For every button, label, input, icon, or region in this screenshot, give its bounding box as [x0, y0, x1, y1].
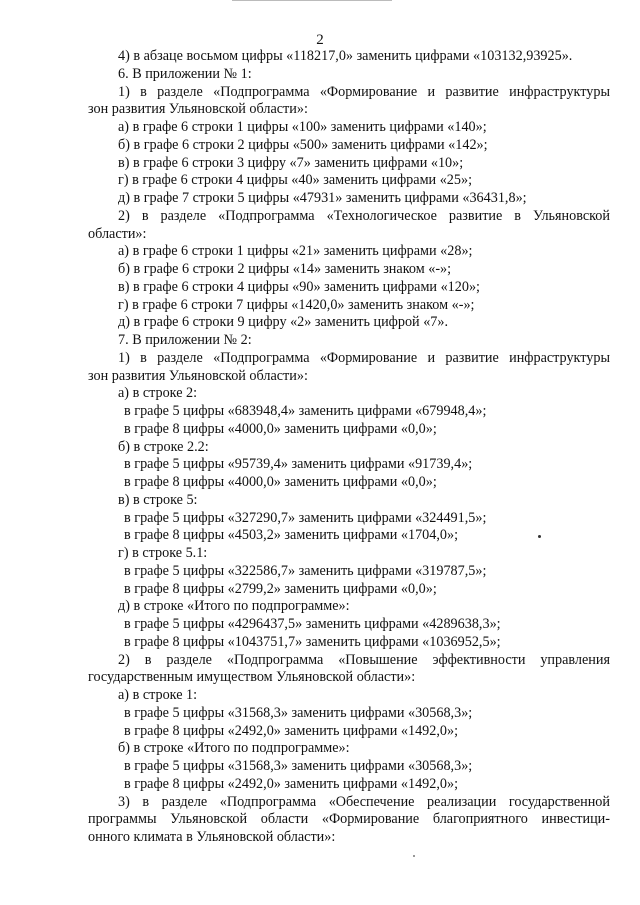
page-number: 2: [316, 32, 324, 48]
text-line: г) в графе 6 строки 4 цифры «40» заменить цифрами «25»;: [118, 172, 473, 189]
text-line: 4) в абзаце восьмом цифры «118217,0» заменить цифрами «103132,93925».: [118, 48, 573, 64]
text-line: зон развития Ульяновской области»:: [88, 367, 308, 384]
text-line: государственным имуществом Ульяновской области»:: [88, 669, 416, 686]
text-line: д) в строке «Итого по подпрограмме»:: [118, 598, 350, 615]
text-line: б) в строке «Итого по подпрограмме»:: [118, 740, 350, 757]
text-line: а) в строке 1:: [118, 687, 198, 703]
text-line: б) в графе 6 строки 2 цифры «14» заменить знаком «-»;: [118, 261, 452, 277]
text-line: в графе 8 цифры «4000,0» заменить цифрами «0,0»;: [124, 420, 437, 437]
text-line: в графе 5 цифры «322586,7» заменить цифрами «319787,5»;: [124, 562, 487, 579]
text-line: д) в графе 7 строки 5 цифры «47931» заменить цифрами «36431,8»;: [118, 190, 527, 206]
text-line: в) в графе 6 строки 4 цифры «90» заменить цифрами «120»;: [118, 278, 480, 295]
text-line: 6. В приложении № 1:: [118, 65, 252, 82]
text-line: в графе 8 цифры «1043751,7» заменить цифрами «1036952,5»;: [124, 633, 501, 650]
text-line: в графе 5 цифры «683948,4» заменить цифрами «679948,4»;: [124, 403, 487, 419]
text-line: б) в строке 2.2:: [118, 438, 209, 455]
text-line: области»:: [88, 225, 147, 242]
text-line: д) в графе 6 строки 9 цифру «2» заменить цифрой «7».: [118, 314, 449, 331]
text-line: в графе 8 цифры «2492,0» заменить цифрами «1492,0»;: [124, 722, 459, 739]
text-line: в графе 5 цифры «4296437,5» заменить цифрами «4289638,3»;: [124, 616, 501, 632]
text-line: б) в графе 6 строки 2 цифры «500» заменить цифрами «142»;: [118, 136, 488, 153]
text-line: в) в строке 5:: [118, 491, 198, 508]
text-line: в графе 5 цифры «31568,3» заменить цифрами «30568,3»;: [124, 704, 473, 721]
text-line: в) в графе 6 строки 3 цифру «7» заменить цифрами «10»;: [118, 154, 464, 171]
text-line: 2) в разделе «Подпрограмма «Повышение эффективности управления: [118, 651, 610, 668]
text-line: в графе 8 цифры «4503,2» заменить цифрами «1704,0»;: [124, 527, 459, 544]
text-line: 7. В приложении № 2:: [118, 332, 252, 348]
text-line: в графе 8 цифры «2799,2» заменить цифрами «0,0»;: [124, 580, 437, 597]
text-line: 3) в разделе «Подпрограмма «Обеспечение реализации государственной: [118, 793, 610, 810]
text-line: 1) в разделе «Подпрограмма «Формирование и развитие инфраструктуры: [118, 349, 610, 366]
text-line: программы Ульяновской области «Формирование благоприятного инвестици-: [88, 811, 610, 828]
text-line: в графе 5 цифры «95739,4» заменить цифрами «91739,4»;: [124, 456, 473, 473]
text-line: 1) в разделе «Подпрограмма «Формирование и развитие инфраструктуры: [118, 83, 610, 100]
text-line: а) в графе 6 строки 1 цифры «100» заменить цифрами «140»;: [118, 119, 487, 135]
text-line: г) в графе 6 строки 7 цифры «1420,0» заменить знаком «-»;: [118, 296, 475, 313]
scan-speck: [413, 855, 415, 857]
text-line: а) в графе 6 строки 1 цифры «21» заменить цифрами «28»;: [118, 243, 473, 260]
text-line: в графе 5 цифры «327290,7» заменить цифрами «324491,5»;: [124, 509, 487, 526]
text-line: в графе 5 цифры «31568,3» заменить цифрами «30568,3»;: [124, 758, 473, 774]
scan-edge-mark: [232, 0, 392, 1]
text-line: зон развития Ульяновской области»:: [88, 101, 308, 118]
text-line: 2) в разделе «Подпрограмма «Технологическое развитие в Ульяновской: [118, 207, 610, 224]
scan-speck: [538, 535, 541, 538]
text-line: а) в строке 2:: [118, 385, 198, 402]
text-line: в графе 8 цифры «2492,0» заменить цифрами «1492,0»;: [124, 775, 459, 792]
text-line: г) в строке 5.1:: [118, 545, 208, 561]
text-line: в графе 8 цифры «4000,0» заменить цифрами «0,0»;: [124, 474, 437, 490]
document-body: [88, 48, 610, 847]
text-line: онного климата в Ульяновской области»:: [88, 829, 336, 845]
